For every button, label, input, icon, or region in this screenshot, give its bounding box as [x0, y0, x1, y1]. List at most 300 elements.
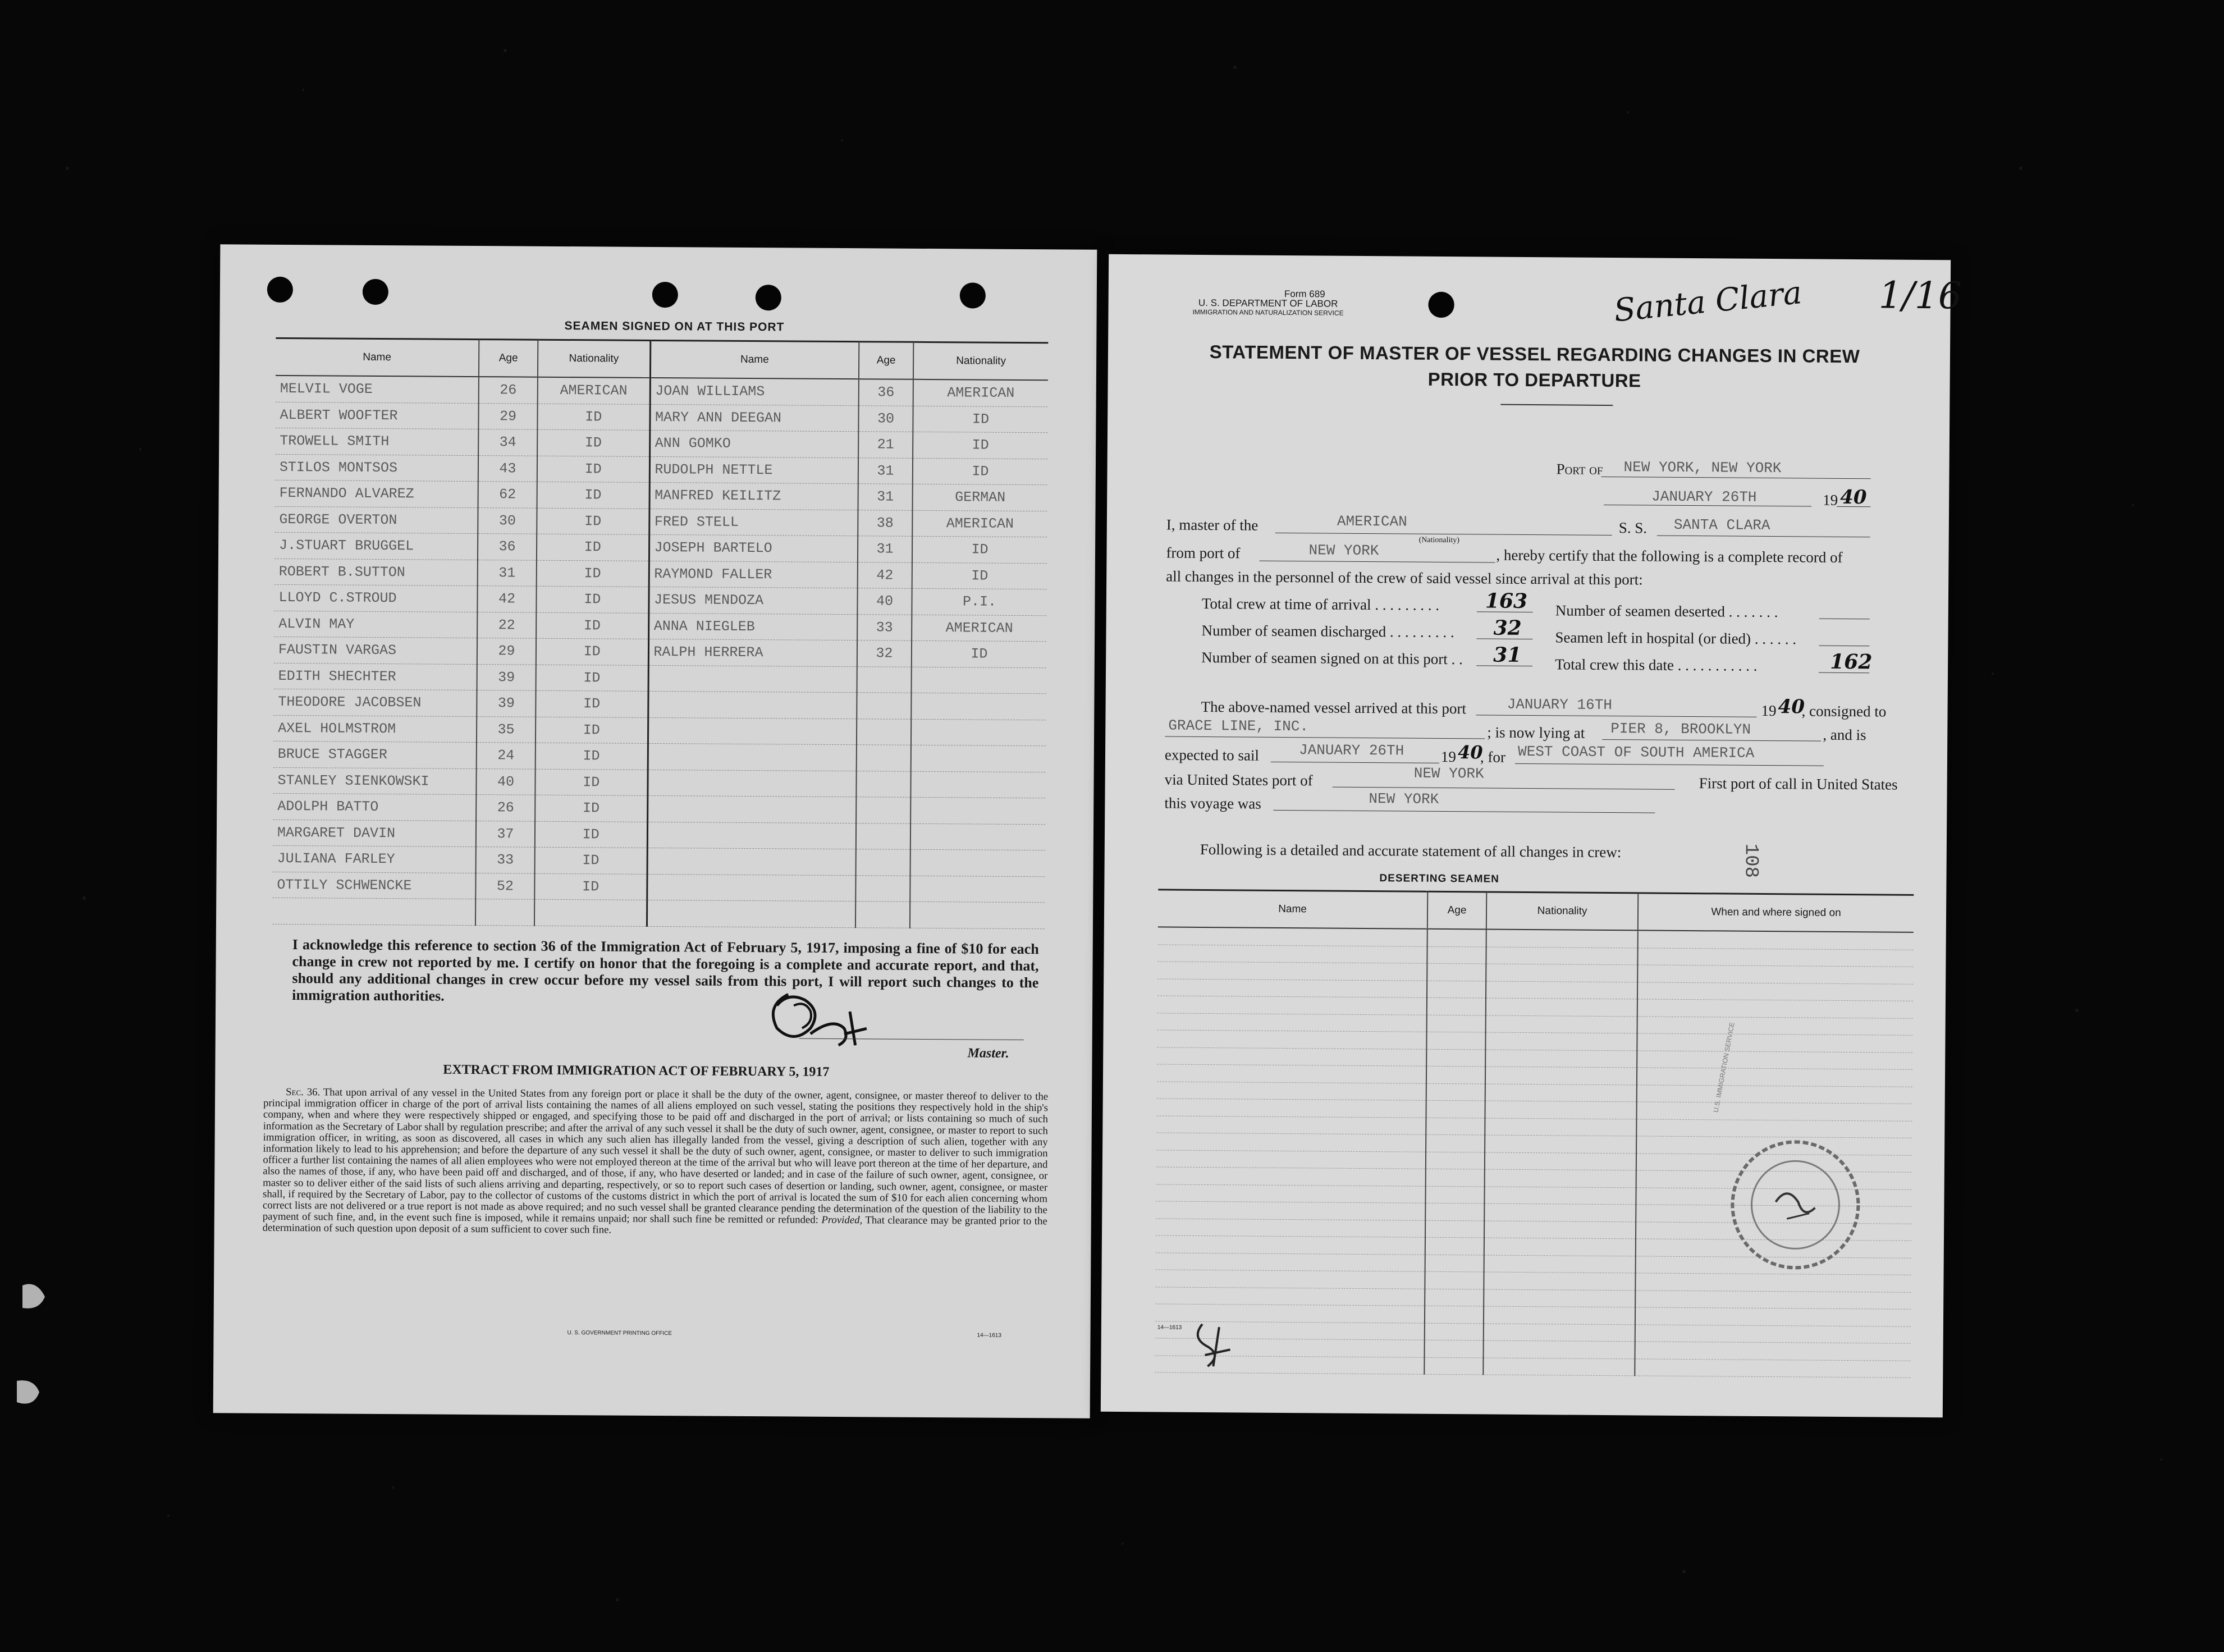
side-number: 108	[1740, 843, 1761, 878]
crew-name: RAYMOND FALLER	[649, 561, 858, 588]
consigned-label: , consigned to	[1801, 702, 1887, 720]
empty-cell	[1484, 1187, 1636, 1205]
table-row	[273, 741, 1046, 772]
table-row	[272, 872, 1045, 903]
crew-age: 30	[478, 507, 537, 534]
crew-name	[647, 874, 855, 901]
nationality-caption: (Nationality)	[1418, 536, 1460, 545]
empty-cell	[855, 901, 910, 928]
crew-age: 36	[478, 534, 537, 560]
crew-name: RALPH HERRERA	[648, 639, 857, 666]
crew-name: ALBERT WOOFTER	[275, 402, 478, 429]
crew-age	[857, 719, 911, 745]
crew-age: 29	[478, 403, 537, 429]
empty-cell	[1157, 944, 1427, 963]
crew-age: 40	[857, 588, 912, 615]
discharged-value: 32	[1493, 616, 1522, 640]
empty-cell	[1156, 1133, 1426, 1152]
empty-cell	[1635, 1307, 1911, 1326]
crew-nationality	[910, 823, 1045, 850]
crew-nationality	[910, 797, 1045, 824]
empty-cell	[1426, 1169, 1485, 1186]
crew-name: THEODORE JACOBSEN	[273, 689, 477, 716]
crew-name	[647, 795, 856, 823]
form-code: 14—1613	[977, 1332, 1001, 1339]
arrived-line	[1476, 715, 1756, 717]
table-row	[276, 376, 1048, 406]
via-line	[1333, 787, 1675, 790]
left-page-seamen-signed-on	[213, 244, 1097, 1418]
empty-cell	[1484, 1203, 1636, 1221]
acknowledgment-paragraph: I acknowledge this reference to section 36 of the Immigration Act of February 5, 1917, imposing a fine of $10 for each change in crew not reported by me. I certify on honor that the foregoing is a complete and accurate report, and that, should any additional changes in crew occur before my vessel sails from this port, I will report such changes to the immigration authorities.	[292, 936, 1039, 1004]
table-row	[275, 454, 1047, 485]
empty-cell	[1486, 981, 1637, 999]
crew-nationality: ID	[537, 429, 649, 456]
empty-cell	[1425, 1220, 1484, 1238]
total-crew-arrival-label: Total crew at time of arrival . . . . . . . . .	[1201, 594, 1440, 614]
crew-nationality	[911, 719, 1046, 746]
ss-line	[1657, 536, 1870, 538]
lying-label: ; is now lying at	[1487, 724, 1585, 742]
crew-age: 36	[859, 379, 913, 406]
crew-age: 52	[475, 873, 534, 899]
table-row	[273, 689, 1046, 720]
empty-cell	[1425, 1340, 1484, 1357]
crew-nationality: AMERICAN	[912, 615, 1046, 642]
service-name: IMMIGRATION AND NATURALIZATION SERVICE	[1192, 308, 1344, 317]
table-header-row	[276, 338, 1048, 380]
empty-cell	[1637, 948, 1913, 967]
empty-cell	[1635, 1290, 1911, 1309]
crew-age: 34	[478, 429, 537, 456]
crew-name: MELVIL VOGE	[276, 376, 479, 403]
crew-name: ALVIN MAY	[274, 611, 477, 638]
empty-cell	[1637, 1050, 1912, 1069]
immigration-stamp	[1725, 1134, 1866, 1276]
punch-hole	[960, 282, 986, 308]
crew-name: STANLEY SIENKOWSKI	[273, 767, 476, 795]
crew-nationality: ID	[912, 536, 1047, 563]
crew-nationality: ID	[912, 562, 1047, 589]
crew-age: 31	[858, 536, 912, 562]
empty-cell	[1637, 1084, 1912, 1104]
table-row	[273, 820, 1045, 850]
empty-cell	[1156, 1150, 1426, 1169]
empty-cell	[1637, 1016, 1913, 1035]
empty-cell	[1425, 1306, 1484, 1323]
empty-cell	[1156, 1184, 1425, 1203]
crew-nationality: ID	[534, 873, 647, 900]
crew-age	[855, 875, 910, 901]
arrived-year-handwritten: 40	[1778, 695, 1805, 719]
empty-cell	[1637, 1033, 1912, 1052]
crew-nationality	[910, 771, 1045, 798]
empty-cell	[1426, 1152, 1485, 1169]
empty-cell	[1425, 1203, 1484, 1220]
crew-name: ANNA NIEGLEB	[648, 613, 857, 640]
crew-age	[857, 666, 912, 693]
crew-nationality: AMERICAN	[538, 377, 650, 404]
crew-age: 33	[476, 847, 535, 873]
crew-name: ROBERT B.SUTTON	[274, 559, 478, 586]
empty-cell	[1427, 963, 1486, 981]
crew-nationality: ID	[913, 458, 1047, 485]
empty-cell	[1156, 1218, 1425, 1237]
table-row	[275, 428, 1047, 459]
crew-age: 31	[858, 484, 913, 510]
empty-cell	[1484, 1289, 1635, 1307]
column-header-nationality: Nationality	[913, 342, 1048, 380]
empty-cell	[910, 901, 1045, 928]
arrived-label: The above-named vessel arrived at this port	[1201, 698, 1467, 717]
handwritten-number: 1/16	[1878, 273, 1962, 318]
seamen-rows	[272, 376, 1048, 928]
arrived-value: JANUARY 16TH	[1507, 695, 1612, 714]
table-row	[274, 637, 1046, 667]
crew-nationality: ID	[537, 456, 649, 483]
crew-nationality: ID	[535, 821, 647, 848]
certify-text: , hereby certify that the following is a complete record of	[1496, 546, 1843, 566]
and-is-label: , and is	[1823, 726, 1866, 744]
crew-name: BRUCE STAGGER	[273, 741, 477, 768]
ss-value: SANTA CLARA	[1673, 516, 1770, 534]
empty-cell	[1635, 1324, 1911, 1343]
table-row	[272, 898, 1045, 928]
extract-title: EXTRACT FROM IMMIGRATION ACT OF FEBRUARY 5, 1917	[443, 1062, 830, 1079]
crew-age: 35	[477, 716, 536, 743]
empty-cell	[1484, 1221, 1636, 1239]
crew-age: 62	[478, 482, 537, 508]
crew-name: GEORGE OVERTON	[274, 506, 478, 534]
crew-name	[648, 743, 857, 771]
crew-nationality: ID	[536, 665, 648, 692]
via-value: NEW YORK	[1413, 765, 1484, 782]
master-label: Master.	[967, 1046, 1009, 1061]
title-rule	[1500, 404, 1613, 406]
empty-cell	[1637, 1068, 1912, 1087]
empty-cell	[1485, 1118, 1636, 1136]
empty-cell	[1157, 1030, 1426, 1049]
port-of-label: Port of	[1556, 460, 1603, 478]
empty-cell	[1484, 1323, 1635, 1341]
punch-hole	[1428, 292, 1454, 318]
crew-age	[856, 797, 910, 823]
crew-age: 43	[478, 455, 537, 482]
column-header-age: Age	[1427, 891, 1486, 929]
crew-age: 21	[858, 432, 913, 458]
from-port-value: NEW YORK	[1308, 542, 1379, 560]
table-row	[274, 584, 1046, 615]
empty-cell	[1157, 1064, 1426, 1083]
crew-name: JOAN WILLIAMS	[650, 378, 859, 405]
crew-nationality: ID	[536, 690, 648, 717]
crew-name: LLOYD C.STROUD	[274, 584, 477, 612]
punch-hole	[267, 277, 293, 303]
crew-nationality	[911, 693, 1046, 720]
consignee-value: GRACE LINE, INC.	[1168, 717, 1309, 735]
crew-name: FERNANDO ALVAREZ	[275, 480, 478, 507]
crew-nationality: ID	[536, 638, 648, 665]
empty-cell	[1486, 998, 1637, 1016]
empty-cell	[1485, 1169, 1636, 1187]
stamp-text: U.S. IMMIGRATION SERVICE	[1712, 1022, 1736, 1113]
crew-name: ADOLPH BATTO	[273, 793, 476, 821]
crew-name: ANN GOMKO	[649, 430, 858, 457]
empty-cell	[1486, 964, 1637, 982]
empty-cell	[475, 899, 534, 926]
table-row	[273, 845, 1045, 876]
crew-name: RUDOLPH NETTLE	[649, 456, 858, 484]
crew-nationality: ID	[537, 404, 649, 431]
empty-cell	[1158, 927, 1427, 946]
for-line	[1515, 763, 1824, 766]
empty-cell	[1427, 1015, 1486, 1032]
crew-age	[857, 745, 911, 771]
voyage-value: NEW YORK	[1369, 790, 1439, 808]
crew-name: STILOS MONTSOS	[275, 454, 478, 482]
law-extract-text	[263, 1087, 1049, 1239]
crew-age: 24	[477, 743, 536, 769]
empty-cell	[272, 898, 475, 925]
crew-nationality: P.I.	[912, 588, 1046, 615]
empty-cell	[1484, 1255, 1636, 1273]
deserting-seamen-table	[1155, 889, 1914, 1378]
crew-age: 39	[477, 690, 536, 717]
crew-nationality: ID	[536, 717, 648, 744]
empty-cell	[1155, 1287, 1425, 1306]
expected-year-handwritten: 40	[1457, 742, 1483, 763]
crew-nationality: ID	[537, 560, 649, 587]
seamen-signed-on-table	[272, 337, 1048, 929]
crew-name: JOSEPH BARTELO	[649, 534, 858, 562]
master-signature	[754, 972, 884, 1056]
crew-nationality: ID	[913, 432, 1047, 459]
empty-cell	[1637, 965, 1913, 984]
empty-cell	[1426, 1118, 1485, 1135]
department-name: U. S. DEPARTMENT OF LABOR	[1198, 297, 1338, 309]
form-title-line1: STATEMENT OF MASTER OF VESSEL REGARDING CHANGES IN CREW	[1209, 341, 1860, 367]
punch-hole	[652, 282, 678, 308]
column-header-name: Name	[650, 340, 859, 379]
empty-cell	[1484, 1272, 1635, 1290]
provided-label: Provided,	[821, 1214, 863, 1227]
crew-name	[648, 717, 857, 745]
from-port-label: from port of	[1166, 544, 1241, 562]
expected-value: JANUARY 26TH	[1298, 742, 1404, 759]
crew-name: JESUS MENDOZA	[648, 587, 857, 614]
deserted-line	[1819, 619, 1870, 620]
empty-cell	[1156, 1167, 1426, 1186]
empty-cell	[1485, 1032, 1637, 1050]
for-label: , for	[1480, 748, 1506, 766]
empty-cell	[1484, 1340, 1635, 1358]
column-header-when-where: When and where signed on	[1638, 893, 1914, 932]
empty-cell	[1638, 930, 1914, 949]
signed-on-value: 31	[1493, 643, 1522, 667]
crew-nationality: AMERICAN	[913, 379, 1048, 406]
crew-name	[647, 770, 856, 797]
form-title-line2: PRIOR TO DEPARTURE	[1427, 368, 1641, 391]
date-value: JANUARY 26TH	[1651, 488, 1757, 506]
section-label: Sec. 36.	[286, 1086, 321, 1099]
empty-cell	[1484, 1306, 1635, 1324]
crew-age: 26	[479, 377, 538, 404]
crew-name	[648, 665, 857, 693]
empty-cell	[534, 899, 647, 926]
total-this-date-value: 162	[1830, 649, 1873, 674]
discharged-label: Number of seamen discharged . . . . . . . . .	[1201, 621, 1454, 641]
column-header-name: Name	[276, 338, 479, 377]
for-value: WEST COAST OF SOUTH AMERICA	[1517, 743, 1755, 762]
following-text: Following is a detailed and accurate statement of all changes in crew:	[1200, 840, 1622, 861]
lying-line	[1602, 739, 1821, 742]
empty-cell	[1427, 946, 1486, 964]
crew-name: MANFRED KEILITZ	[649, 482, 858, 510]
punch-hole	[756, 285, 781, 310]
deserted-label: Number of seamen deserted . . . . . . .	[1555, 602, 1778, 621]
table-row	[275, 402, 1047, 433]
empty-cell	[1426, 1066, 1485, 1083]
crew-name	[647, 822, 856, 849]
crew-nationality	[910, 849, 1045, 876]
crew-age: 42	[477, 586, 536, 612]
column-header-age: Age	[859, 342, 913, 379]
empty-cell	[1636, 1102, 1912, 1121]
law-body-end: That clearance may be granted prior to the determination of such question upon deposit of a sum sufficient to cover such fine.	[262, 1214, 1047, 1236]
empty-cell	[1483, 1357, 1635, 1375]
form-header	[1192, 289, 1343, 318]
column-header-name: Name	[1158, 890, 1427, 929]
nationality-value: AMERICAN	[1337, 512, 1407, 530]
column-header-age: Age	[479, 340, 538, 377]
right-page-statement-of-master	[1101, 254, 1962, 1417]
crew-name: JULIANA FARLEY	[273, 845, 476, 873]
initials-mark	[1185, 1316, 1236, 1372]
consignee-line	[1165, 736, 1485, 739]
punch-hole	[363, 279, 388, 305]
form-title	[1170, 339, 1900, 396]
empty-cell	[1486, 930, 1638, 948]
via-label: via United States port of	[1164, 771, 1313, 789]
empty-cell	[1427, 997, 1486, 1015]
voyage-label: this voyage was	[1164, 794, 1261, 812]
form-number: Form 689	[1284, 288, 1325, 300]
empty-cell	[1157, 1099, 1426, 1118]
year-prefix: 19	[1823, 491, 1838, 509]
crew-age: 38	[858, 510, 912, 536]
empty-cell	[1485, 1135, 1636, 1153]
from-port-line	[1259, 561, 1495, 563]
table-row	[273, 793, 1045, 824]
crew-nationality: ID	[536, 586, 648, 613]
empty-cell	[1635, 1358, 1910, 1378]
crew-age	[856, 849, 910, 876]
crew-nationality	[911, 745, 1046, 772]
form-code: 14—1613	[1157, 1324, 1182, 1331]
table-row	[274, 532, 1047, 563]
empty-cell	[1425, 1237, 1484, 1255]
crew-nationality: ID	[913, 406, 1047, 433]
crew-age: 39	[477, 664, 536, 690]
first-port-label: First port of call in United States	[1699, 775, 1898, 793]
crew-age: 29	[477, 638, 536, 665]
empty-cell	[1635, 1273, 1911, 1292]
empty-cell	[1426, 1134, 1485, 1152]
arrived-year-prefix: 19	[1761, 702, 1777, 720]
crew-age: 31	[858, 457, 913, 484]
crew-age: 22	[477, 612, 536, 638]
empty-cell	[1156, 1252, 1425, 1271]
expected-label: expected to sail	[1164, 746, 1260, 764]
crew-name: J.STUART BRUGGEL	[274, 532, 478, 560]
crew-name: AXEL HOLMSTROM	[273, 715, 477, 743]
crew-nationality: AMERICAN	[912, 510, 1047, 537]
crew-name: MARGARET DAVIN	[273, 820, 476, 847]
table-row	[273, 715, 1046, 746]
empty-cell	[1157, 1013, 1427, 1032]
crew-nationality: ID	[537, 534, 649, 561]
expected-year-prefix: 19	[1440, 748, 1457, 766]
empty-cell	[1425, 1289, 1484, 1306]
empty-cell	[1424, 1357, 1483, 1375]
crew-age: 31	[478, 560, 537, 586]
empty-cell	[1157, 1081, 1426, 1100]
table-row	[274, 611, 1046, 642]
deserting-seamen-title: DESERTING SEAMEN	[1379, 872, 1499, 885]
crew-age	[857, 693, 911, 719]
empty-cell	[1486, 1015, 1637, 1033]
empty-cell	[1485, 1152, 1636, 1170]
law-body: That upon arrival of any vessel in the United States from any foreign port or place it shall be the duty of the owner, agent, consignee, or master thereof to deliver to the principal immigration officer in charge of the port of arrival lists containing the names of all aliens employed on such vessel, stating the positions they respectively hold in the ship's company, when and where they were respectively shipped or engaged, and specifying those to be paid off and discharged in the port of arrival; or lists containing so much of such information as the Secretary of Labor shall by regulation prescribe; and after the arrival of any such vessel it shall be the duty of such owner, agent, consignee, or master to report to such immigration officer, in writing, as soon as discovered, all cases in which any such alien has illegally landed from the vessel, giving a description of such alien, together with any information likely to lead to his apprehension; and before the departure of any such vessel it shall be the duty of such owner, agent, consignee, or master to deliver to such immigration officer a further list containing the names of all alien employees who were not employed thereon at the time of the arrival but who will leave port thereon at the time of her departure, and also the names of those, if any, who have been paid off and discharged, and of those, if any, who have deserted or landed; and in case of the failure of such owner, agent, consignee, or master so to deliver either of the said lists of such aliens arriving and departing, respectively, or so to report such cases of desertion or landing, such owner, agent, consignee, or master shall, if required by the Secretary of Labor, pay to the collector of customs of the customs district in which the port of arrival is located the sum of $10 for each alien concerning whom correct lists are not delivered or a true report is not made as above required; and no such vessel shall be granted clearance pending the determination of the question of the liability to the payment of such fine, and, in the event such fine is imposed, while it remains unpaid; nor shall such fine be remitted or refunded:	[262, 1086, 1049, 1227]
empty-cell	[1427, 929, 1486, 947]
port-of-value: NEW YORK, NEW YORK	[1623, 459, 1782, 477]
empty-cell	[1635, 1342, 1911, 1361]
crew-age: 40	[476, 768, 535, 795]
empty-cell	[1486, 947, 1637, 965]
empty-cell	[1156, 1235, 1425, 1255]
crew-nationality: ID	[537, 482, 649, 509]
empty-cell	[1157, 1047, 1426, 1066]
empty-cell	[1425, 1186, 1484, 1203]
table-row	[274, 506, 1047, 537]
printing-office: U. S. GOVERNMENT PRINTING OFFICE	[567, 1330, 672, 1337]
crew-name: FAUSTIN VARGAS	[274, 637, 477, 664]
table-row	[273, 767, 1045, 798]
empty-cell	[1426, 1049, 1485, 1067]
crew-nationality	[912, 667, 1046, 694]
empty-cell	[647, 900, 855, 927]
crew-age: 26	[476, 795, 535, 821]
empty-cell	[1156, 1201, 1425, 1220]
port-of-line	[1601, 477, 1870, 479]
table-row	[275, 480, 1047, 511]
table-header-row	[1158, 890, 1914, 932]
empty-cell	[1425, 1271, 1484, 1289]
empty-cell	[1485, 1101, 1636, 1119]
empty-cell	[1485, 1050, 1637, 1068]
column-header-nationality: Nationality	[1486, 892, 1638, 930]
crew-nationality: ID	[535, 795, 647, 822]
crew-name: EDITH SHECHTER	[274, 663, 477, 690]
master-of-label: I, master of the	[1166, 516, 1259, 534]
hospital-line	[1819, 646, 1869, 647]
ss-label: S. S.	[1618, 519, 1648, 537]
crew-age: 30	[858, 405, 913, 432]
crew-nationality: ID	[536, 612, 648, 639]
voyage-line	[1273, 810, 1655, 813]
empty-cell	[1485, 1084, 1637, 1102]
crew-nationality: ID	[535, 847, 647, 874]
